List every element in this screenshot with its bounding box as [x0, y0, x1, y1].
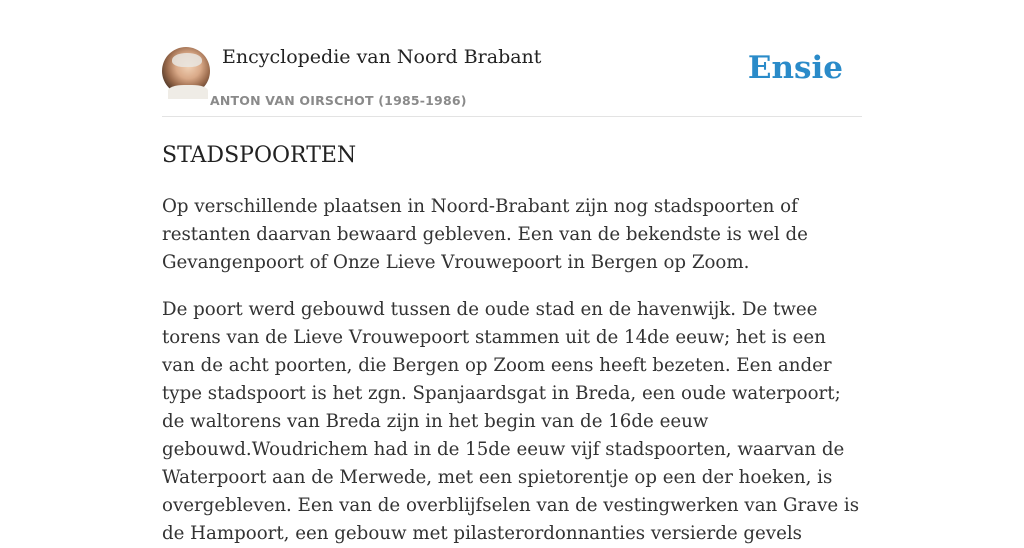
- content-column: [162, 0, 862, 548]
- article-paragraph: De poort werd gebouwd tussen de oude stad en de havenwijk. De twee torens van de Lieve Vrouwepoort stammen uit de 14de eeuw; het is een van de acht poorten, die Bergen op Zoom eens heeft bezeten. Een ander type stadspoort is het zgn. Spanjaardsgat in Breda, een oude waterpoort; de waltorens van Breda zijn in het begin van de 16de eeuw gebouwd.Woudrichem had in de 15de eeuw vijf stadspoorten, waarvan de Waterpoort aan de Merwede, met een spietorentje op een der hoeken, is overgebleven. Een van de overblijfselen van de vestingwerken van Grave is de Hampoort, een gebouw met pilasterordonnanties versierde gevels: [162, 299, 860, 544]
- author-avatar[interactable]: [162, 47, 210, 95]
- author-name[interactable]: ANTON VAN OIRSCHOT (1985-1986): [210, 93, 467, 108]
- avatar-hair: [172, 53, 202, 67]
- publication-title[interactable]: Encyclopedie van Noord Brabant: [222, 46, 542, 68]
- ensie-logo[interactable]: Ensie: [747, 50, 843, 86]
- avatar-shirt: [168, 85, 208, 99]
- header: [162, 0, 862, 117]
- article-title: STADSPOORTEN: [162, 143, 357, 168]
- article-paragraph: Op verschillende plaatsen in Noord-Brabant zijn nog stadspoorten of restanten daarvan bewaard gebleven. Een van de bekendste is wel de Gevangenpoort of Onze Lieve Vrouwepoort in Bergen op Zoom.: [162, 196, 808, 273]
